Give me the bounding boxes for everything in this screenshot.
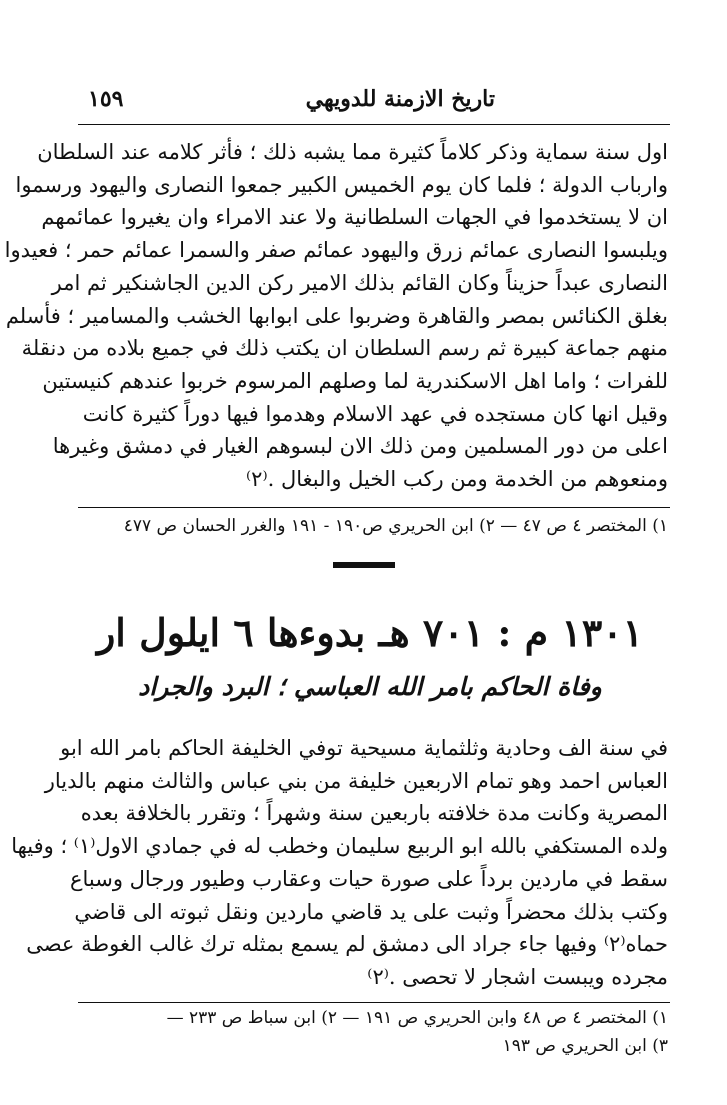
passage-1-line: ومنعوهم من الخدمة ومن ركب الخيل والبغال .⁽٢⁾ bbox=[246, 467, 668, 492]
passage-1-line: للفرات ؛ واما اهل الاسكندرية لما وصلهم المرسوم خربوا عندهم كنيستين bbox=[42, 368, 668, 393]
passage-2-line: سقط في ماردين برداً على صورة حيات وعقارب وطيور ورجال وسباع bbox=[69, 866, 668, 891]
passage-1-line: اول سنة سماية وذكر كلاماً كثيرة مما يشبه ذلك ؛ فأثر كلامه عند السلطان bbox=[37, 140, 668, 164]
section-subheading: وفاة الحاكم بامر الله العباسي ؛ البرد والجراد bbox=[138, 672, 602, 701]
running-title: تاريخ الازمنة للدويهي bbox=[305, 86, 495, 112]
passage-1-line: بغلق الكنائس بمصر والقاهرة وضربوا على ابوابها الخشب والمسامير ؛ فأسلم bbox=[5, 303, 668, 328]
header-rule bbox=[78, 124, 670, 125]
running-head bbox=[70, 86, 670, 120]
passage-2-line: وكتب بذلك محضراً وثبت على يد قاضي ماردين ونقل ثبوته الى قاضي bbox=[74, 899, 668, 924]
footnote-line: ٣) ابن الحريري ص ١٩٣ bbox=[502, 1036, 668, 1056]
passage-2 bbox=[11, 732, 668, 994]
footnote-rule bbox=[78, 1002, 670, 1003]
passage-1-line: النصارى عبداً حزيناً وكان القائم بذلك الامير ركن الدين الجاشنكير ثم امر bbox=[51, 270, 668, 295]
footnotes-1: ١) المختصر ٤ ص ٤٧ — ٢) ابن الحريري ص١٩٠ - ١٩١ والغرر الحسان ص ٤٧٧ bbox=[123, 516, 668, 536]
passage-2-line: حماه⁽٢⁾ وفيها جاء جراد الى دمشق لم يسمع بمثله ترك غالب الغوطة عصى bbox=[26, 932, 668, 957]
passage-1-line: وقيل انها كان مستجده في عهد الاسلام وهدموا فيها دوراً كثيرة كانت bbox=[82, 401, 668, 426]
footnotes-2 bbox=[84, 1004, 668, 1060]
section-heading: ١٣٠١ م : ٧٠١ هـ بدوءها ٦ ايلول ار bbox=[96, 610, 644, 655]
footnote-rule bbox=[78, 507, 670, 508]
section-separator bbox=[333, 562, 395, 568]
passage-1 bbox=[4, 136, 668, 496]
page-number: ١٥٩ bbox=[88, 86, 124, 112]
passage-1-line: وارباب الدولة ؛ فلما كان يوم الخميس الكبير جمعوا النصارى واليهود ورسموا bbox=[15, 172, 668, 197]
passage-2-line: مجرده ويبست اشجار لا تحصى .⁽٢⁾ bbox=[367, 964, 668, 989]
passage-1-line: ان لا يستخدموا في الجهات السلطانية ولا عند الامراء وان يغيروا عمائمهم bbox=[41, 205, 668, 230]
passage-1-line: اعلى من دور المسلمين ومن ذلك الان لبسوهم الغيار في دمشق وغيرها bbox=[52, 434, 668, 459]
passage-2-line: المصرية وكانت مدة خلافته باربعين سنة وشهراً ؛ وتقرر بالخلافة بعده bbox=[80, 801, 668, 826]
passage-2-line: العباس احمد وهو تمام الاربعين خليفة من بني عباس والثالث منهم بالديار bbox=[44, 768, 668, 793]
footnote-line: ١) المختصر ٤ ص ٤٨ وابن الحريري ص ١٩١ — ٢) ابن سباط ص ٢٣٣ — bbox=[166, 1008, 668, 1028]
passage-2-line: في سنة الف وحادية وثلثماية مسيحية توفي الخليفة الحاكم بامر الله ابو bbox=[60, 736, 668, 760]
passage-1-line: منهم جماعة كبيرة ثم رسم السلطان ان يكتب ذلك في جميع بلاده من دنقلة bbox=[21, 336, 668, 361]
passage-2-line: ولده المستكفي بالله ابو الربيع سليمان وخطب له في جمادي الاول⁽١⁾ ؛ وفيها bbox=[11, 834, 668, 859]
passage-1-line: ويلبسوا النصارى عمائم زرق واليهود عمائم صفر والسمرا عمائم حمر ؛ فعيدوا bbox=[4, 238, 668, 263]
